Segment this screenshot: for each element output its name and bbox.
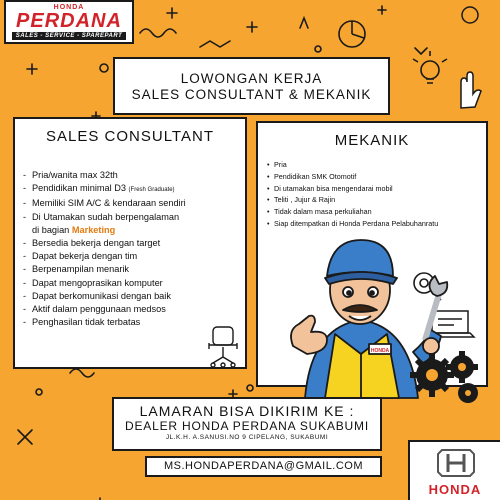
logo-perdana-text: PERDANA: [16, 10, 122, 32]
list-item: - Bersedia bekerja dengan target: [23, 237, 241, 250]
sales-heading: SALES CONSULTANT: [46, 128, 214, 145]
list-item: • Tidak dalam masa perkuliahan: [267, 206, 482, 218]
list-item: - Dapat bekerja dengan tim: [23, 250, 241, 263]
list-item: - Dapat mengoprasikan komputer: [23, 277, 241, 290]
sales-consultant-card: [13, 117, 247, 369]
list-item: - Pendidikan minimal D3 (Fresh Graduate): [23, 182, 241, 197]
list-item: - Pria/wanita max 32th: [23, 169, 241, 182]
dealer-address: JL.K.H. A.SANUSI.NO 9 CIPELANG, SUKABUMI: [165, 434, 329, 441]
marketing-highlight: Marketing: [71, 224, 116, 235]
job-title-box: [113, 57, 390, 115]
title-line-2: SALES CONSULTANT & MEKANIK: [131, 87, 372, 102]
list-item: - Di Utamakan sudah berpengalaman di bagian Marketing: [23, 211, 241, 237]
title-line-1: LOWONGAN KERJA: [180, 71, 323, 86]
dealer-name: DEALER HONDA PERDANA SUKABUMI: [125, 419, 369, 433]
application-address-box: [112, 397, 382, 451]
sales-requirements-list: [23, 169, 241, 329]
apply-heading: LAMARAN BISA DIKIRIM KE :: [139, 403, 355, 419]
list-item: • Di utamakan bisa mengendarai mobil: [267, 183, 482, 195]
list-item: - Dapat berkomunikasi dengan baik: [23, 290, 241, 303]
gears-icon: [410, 345, 490, 405]
logo-honda-text: HONDA: [53, 4, 85, 11]
list-item: - Aktif dalam penggunaan medsos: [23, 303, 241, 316]
mekanik-heading: MEKANIK: [334, 132, 410, 149]
honda-wordmark: HONDA: [428, 482, 482, 497]
email-address[interactable]: MS.HONDAPERDANA@GMAIL.COM: [145, 456, 382, 477]
logo-tagline: SALES - SERVICE - SPAREPART: [12, 32, 126, 40]
list-item: - Memiliki SIM A/C & kendaraan sendiri: [23, 197, 241, 210]
mechanic-patch-text: HONDA: [370, 348, 390, 354]
list-item: - Berpenampilan menarik: [23, 263, 241, 276]
perdana-logo: [4, 0, 134, 44]
list-item: • Pendidikan SMK Otomotif: [267, 171, 482, 183]
fresh-graduate-note: (Fresh Graduate): [128, 187, 175, 194]
list-item: • Pria: [267, 159, 482, 171]
honda-brand-logo: [408, 440, 500, 500]
honda-h-icon: [436, 448, 476, 478]
mekanik-requirements-list: [267, 159, 482, 230]
list-item: • Siap ditempatkan di Honda Perdana Pelabuhanratu: [267, 218, 482, 230]
list-item: • Teliti , Jujur & Rajin: [267, 194, 482, 206]
list-item: - Penghasilan tidak terbatas: [23, 316, 241, 329]
office-chair-icon: [205, 325, 245, 369]
